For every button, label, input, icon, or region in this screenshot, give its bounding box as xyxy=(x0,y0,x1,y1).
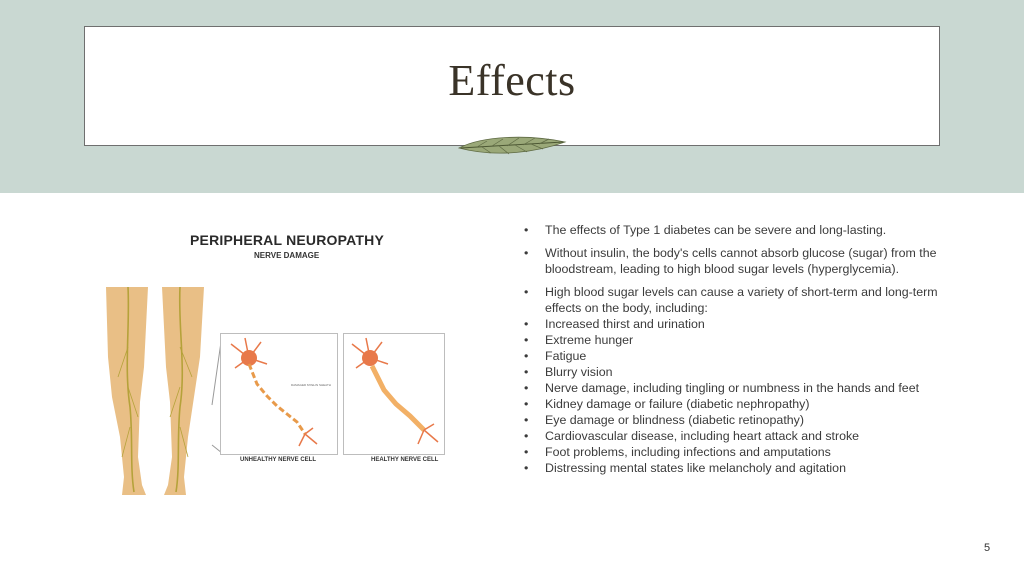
healthy-cell-caption: HEALTHY NERVE CELL xyxy=(371,457,439,463)
title-box xyxy=(84,26,940,146)
bullet-item: • High blood sugar levels can cause a variety of short-term and long-term effects on the body, including: xyxy=(524,284,944,316)
bullet-item: • Eye damage or blindness (diabetic retinopathy) xyxy=(524,412,944,428)
bullet-item: • The effects of Type 1 diabetes can be severe and long-lasting. xyxy=(524,222,944,238)
bullet-item: • Blurry vision xyxy=(524,364,944,380)
unhealthy-neuron-icon xyxy=(221,334,337,454)
healthy-neuron-icon xyxy=(344,334,444,454)
neuropathy-figure xyxy=(100,225,445,500)
unhealthy-cell-panel xyxy=(220,333,338,455)
figure-subtitle: NERVE DAMAGE xyxy=(254,251,320,260)
bullet-item: • Fatigue xyxy=(524,348,944,364)
slide-title: Effects xyxy=(448,56,576,105)
bullet-item: • Increased thirst and urination xyxy=(524,316,944,332)
svg-text:DAMAGED MYELIN SHEATH: DAMAGED MYELIN SHEATH xyxy=(291,383,331,387)
unhealthy-cell-caption: UNHEALTHY NERVE CELL xyxy=(240,457,317,463)
page-number: 5 xyxy=(984,542,991,554)
bullet-item: • Nerve damage, including tingling or numbness in the hands and feet xyxy=(524,380,944,396)
leaf-ornament-icon xyxy=(457,134,567,160)
effects-bullet-list xyxy=(524,222,944,476)
bullet-item: • Without insulin, the body's cells cannot absorb glucose (sugar) from the bloodstream, leading to high blood sugar levels (hyperglycemia). xyxy=(524,245,944,277)
bullet-item: • Extreme hunger xyxy=(524,332,944,348)
bullet-item: • Distressing mental states like melancholy and agitation xyxy=(524,460,944,476)
bullet-item: • Cardiovascular disease, including heart attack and stroke xyxy=(524,428,944,444)
healthy-cell-panel xyxy=(343,333,445,455)
bullet-item: • Foot problems, including infections and amputations xyxy=(524,444,944,460)
bullet-item: • Kidney damage or failure (diabetic nephropathy) xyxy=(524,396,944,412)
figure-title: PERIPHERAL NEUROPATHY xyxy=(190,232,384,248)
